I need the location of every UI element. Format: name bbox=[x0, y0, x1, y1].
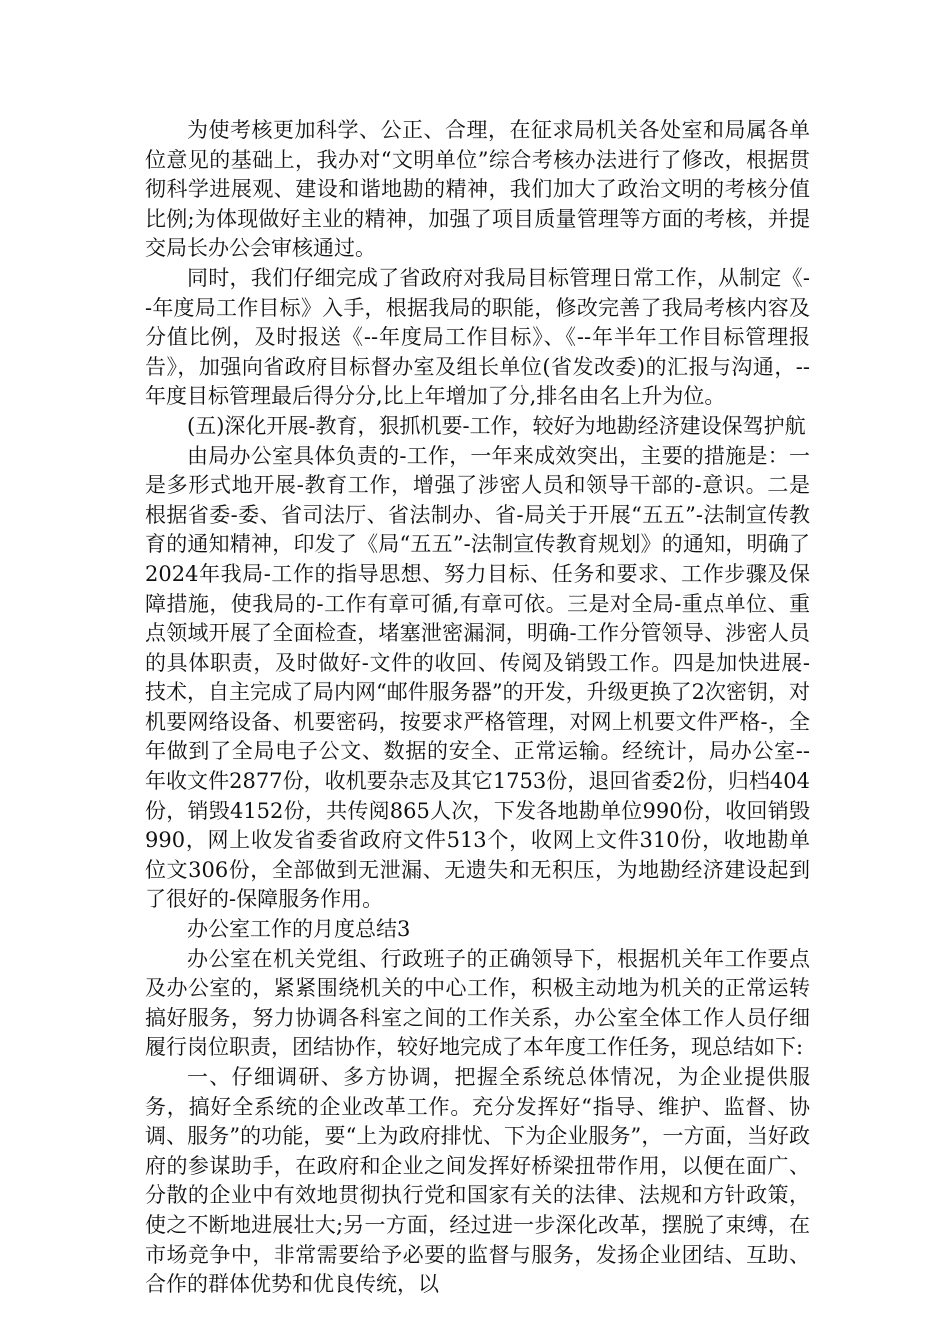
summary-title-3: 办公室工作的月度总结3 bbox=[187, 917, 411, 942]
paragraph-office-intro: 办公室在机关党组、行政班子的正确领导下，根据机关年工作要点及办公室的，紧紧围绕机关的中心工作，积极主动地为机关的正常运转搞好服务，努力协调各科室之间的工作关系，办公室全体工作人员仔细履行岗位职责，团结协作，较好地完成了本年度工作任务，现总结如下: bbox=[145, 946, 810, 1060]
paragraph-target-management: 同时，我们仔细完成了省政府对我局目标管理日常工作，从制定《--年度局工作目标》入手，根据我局的职能，修改完善了我局考核内容及分值比例，及时报送《--年度局工作目标》、《--年半年工作目标管理报告》，加强向省政府目标督办室及组长单位(省发改委)的汇报与沟通，--年度目标管理最后得分分,比上年增加了分,排名由名上升为位。 bbox=[145, 265, 810, 409]
paragraph-assessment: 为使考核更加科学、公正、合理，在征求局机关各处室和局属各单位意见的基础上，我办对“文明单位”综合考核办法进行了修改，根据贯彻科学进展观、建设和谐地勘的精神，我们加大了政治文明的考核分值比例;为体现做好主业的精神，加强了项目质量管理等方面的考核，并提交局长办公会审核通过。 bbox=[145, 118, 810, 261]
section-heading-five: (五)深化开展-教育，狠抓机要-工作，较好为地勘经济建设保驾护航 bbox=[187, 413, 806, 438]
paragraph-confidential-work: 由局办公室具体负责的-工作，一年来成效突出，主要的措施是：一是多形式地开展-教育工作，增强了涉密人员和领导干部的-意识。二是根据省委-委、省司法厅、省法制办、省-局关于开展“五五”-法制宣传教育的通知精神，印发了《局“五五”-法制宣传教育规划》的通知，明确了2024年我局-工作的指导思想、努力目标、任务和要求、工作步骤及保障措施，使我局的-工作有章可循,有章可依。三是对全局-重点单位、重点领域开展了全面检查，堵塞泄密漏洞，明确-工作分管领导、涉密人员的具体职责，及时做好-文件的收回、传阅及销毁工作。四是加快进展-技术，自主完成了局内网“邮件服务器”的开发，升级更换了2次密钥，对机要网络设备、机要密码，按要求严格管理，对网上机要文件严格-，全年做到了全局电子公文、数据的安全、正常运输。经统计，局办公室--年收文件2877份，收机要杂志及其它1753份，退回省委2份，归档404份，销毁4152份，共传阅865人次，下发各地勘单位990份，收回销毁990，网上收发省委省政府文件513个，收网上文件310份，收地勘单位文306份，全部做到无泄漏、无遗失和无积压，为地勘经济建设起到了很好的-保障服务作用。 bbox=[145, 443, 810, 912]
document-body bbox=[145, 116, 810, 1300]
paragraph-section-one: 一、仔细调研、多方协调，把握全系统总体情况，为企业提供服务，搞好全系统的企业改革工作。充分发挥好“指导、维护、监督、协调、服务”的功能，要“上为政府排忧、下为企业服务”，一方面，当好政府的参谋助手，在政府和企业之间发挥好桥梁扭带作用，以便在面广、分散的企业中有效地贯彻执行党和国家有关的法律、法规和方针政策，使之不断地进展壮大;另一方面，经过进一步深化改革，摆脱了束缚，在市场竞争中，非常需要给予必要的监督与服务，发扬企业团结、互助、合作的群体优势和优良传统，以 bbox=[145, 1065, 810, 1297]
